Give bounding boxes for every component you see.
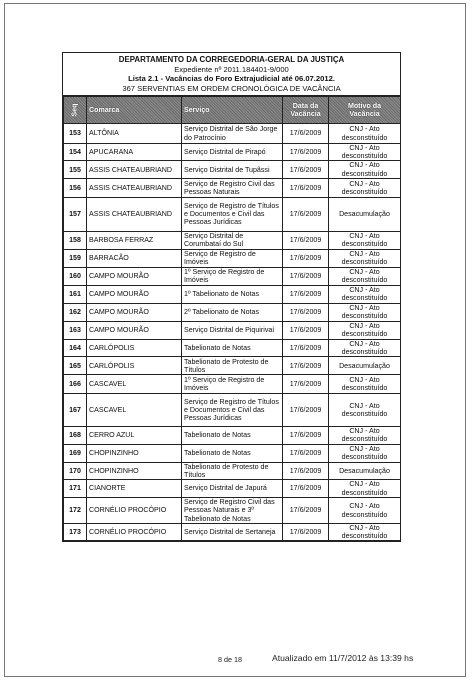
cell-comarca: CORNÉLIO PROCÓPIO (87, 524, 182, 541)
cell-motivo: CNJ - Ato desconstituído (329, 524, 401, 541)
cell-servico: Serviço Distrital de Sertaneja (182, 524, 283, 541)
cell-comarca: CHOPINZINHO (87, 444, 182, 462)
cell-seq: 165 (64, 357, 87, 375)
table-row (64, 462, 401, 479)
table-row (64, 197, 401, 231)
cell-motivo: CNJ - Ato desconstituído (329, 124, 401, 144)
cell-comarca: CASCAVEL (87, 394, 182, 427)
cell-data: 17/6/2009 (283, 339, 329, 356)
cell-seq: 168 (64, 427, 87, 444)
cell-motivo: CNJ - Ato desconstituído (329, 394, 401, 427)
cell-servico: Serviço Distrital de Corumbataí do Sul (182, 231, 283, 249)
cell-motivo: CNJ - Ato desconstituído (329, 267, 401, 285)
cell-seq: 153 (64, 124, 87, 144)
list-subtitle: 367 SERVENTIAS EM ORDEM CRONOLÓGICA DE VACÂNCIA (122, 83, 341, 93)
cell-seq: 158 (64, 231, 87, 249)
table-row (64, 161, 401, 178)
cell-servico: 1º Serviço de Registro de Imóveis (182, 375, 283, 394)
document-table-box (62, 52, 401, 542)
table-row (64, 285, 401, 303)
cell-motivo: CNJ - Ato desconstituído (329, 498, 401, 524)
cell-seq: 164 (64, 339, 87, 356)
cell-motivo: Desacumulação (329, 197, 401, 231)
cell-comarca: CAMPO MOURÃO (87, 321, 182, 339)
cell-comarca: CAMPO MOURÃO (87, 303, 182, 321)
cell-motivo: CNJ - Ato desconstituído (329, 339, 401, 356)
table-row (64, 394, 401, 427)
cell-comarca: CAMPO MOURÃO (87, 285, 182, 303)
cell-data: 17/6/2009 (283, 249, 329, 267)
cell-servico: Serviço Distrital de São Jorge do Patrocínio (182, 124, 283, 144)
cell-data: 17/6/2009 (283, 161, 329, 178)
cell-data: 17/6/2009 (283, 462, 329, 479)
cell-motivo: CNJ - Ato desconstituído (329, 321, 401, 339)
cell-data: 17/6/2009 (283, 498, 329, 524)
cell-seq: 171 (64, 480, 87, 498)
cell-motivo: CNJ - Ato desconstituído (329, 444, 401, 462)
cell-servico: Tabelionato de Notas (182, 339, 283, 356)
cell-motivo: CNJ - Ato desconstituído (329, 375, 401, 394)
cell-servico: Serviço de Registro de Imóveis (182, 249, 283, 267)
table-row (64, 178, 401, 197)
cell-data: 17/6/2009 (283, 357, 329, 375)
cell-comarca: ALTÔNIA (87, 124, 182, 144)
cell-motivo: CNJ - Ato desconstituído (329, 427, 401, 444)
cell-data: 17/6/2009 (283, 285, 329, 303)
table-row (64, 267, 401, 285)
cell-seq: 162 (64, 303, 87, 321)
cell-motivo: Desacumulação (329, 357, 401, 375)
cell-seq: 157 (64, 197, 87, 231)
cell-comarca: ASSIS CHATEAUBRIAND (87, 161, 182, 178)
cell-motivo: Desacumulação (329, 462, 401, 479)
document-title: DEPARTAMENTO DA CORREGEDORIA-GERAL DA JUSTIÇA (118, 55, 345, 64)
table-row (64, 524, 401, 541)
cell-seq: 154 (64, 144, 87, 161)
table-row (64, 375, 401, 394)
cell-seq: 170 (64, 462, 87, 479)
cell-comarca: CARLÓPOLIS (87, 339, 182, 356)
cell-comarca: APUCARANA (87, 144, 182, 161)
cell-servico: Serviço de Registro Civil das Pessoas Naturais e 3º Tabelionato de Notas (182, 498, 283, 524)
cell-motivo: CNJ - Ato desconstituído (329, 303, 401, 321)
cell-seq: 169 (64, 444, 87, 462)
cell-data: 17/6/2009 (283, 197, 329, 231)
cell-data: 17/6/2009 (283, 231, 329, 249)
cell-servico: Serviço de Registro de Títulos e Documentos e Civil das Pessoas Jurídicas (182, 394, 283, 427)
cell-servico: Tabelionato de Protesto de Títulos (182, 462, 283, 479)
column-header-comarca: Comarca (87, 97, 182, 124)
cell-seq: 155 (64, 161, 87, 178)
updated-timestamp: Atualizado em 11/7/2012 às 13:39 hs (272, 653, 414, 663)
cell-servico: 2º Tabelionato de Notas (182, 303, 283, 321)
cell-motivo: CNJ - Ato desconstituído (329, 249, 401, 267)
table-row (64, 357, 401, 375)
cell-data: 17/6/2009 (283, 394, 329, 427)
cell-motivo: CNJ - Ato desconstituído (329, 231, 401, 249)
cell-motivo: CNJ - Ato desconstituído (329, 285, 401, 303)
cell-data: 17/6/2009 (283, 144, 329, 161)
column-header-motivo: Motivo da Vacância (329, 97, 401, 124)
cell-seq: 173 (64, 524, 87, 541)
cell-comarca: CAMPO MOURÃO (87, 267, 182, 285)
table-row (64, 498, 401, 524)
cell-seq: 161 (64, 285, 87, 303)
column-header-seq: Seq (64, 97, 87, 124)
cell-motivo: CNJ - Ato desconstituído (329, 178, 401, 197)
vacancies-table (63, 96, 401, 541)
cell-data: 17/6/2009 (283, 178, 329, 197)
table-row (64, 303, 401, 321)
cell-seq: 167 (64, 394, 87, 427)
cell-servico: Tabelionato de Notas (182, 427, 283, 444)
table-row (64, 427, 401, 444)
cell-motivo: CNJ - Ato desconstituído (329, 161, 401, 178)
table-row (64, 124, 401, 144)
cell-seq: 159 (64, 249, 87, 267)
cell-comarca: ASSIS CHATEAUBRIAND (87, 178, 182, 197)
cell-data: 17/6/2009 (283, 303, 329, 321)
cell-seq: 166 (64, 375, 87, 394)
cell-data: 17/6/2009 (283, 375, 329, 394)
cell-seq: 160 (64, 267, 87, 285)
cell-servico: 1º Tabelionato de Notas (182, 285, 283, 303)
table-row (64, 339, 401, 356)
table-row (64, 480, 401, 498)
cell-comarca: CIANORTE (87, 480, 182, 498)
cell-comarca: BARRACÃO (87, 249, 182, 267)
cell-servico: Tabelionato de Protesto de Títulos (182, 357, 283, 375)
document-header (63, 53, 400, 96)
cell-seq: 163 (64, 321, 87, 339)
list-title: Lista 2.1 - Vacâncias do Foro Extrajudicial até 06.07.2012. (128, 74, 335, 83)
cell-data: 17/6/2009 (283, 427, 329, 444)
table-row (64, 321, 401, 339)
cell-comarca: CASCAVEL (87, 375, 182, 394)
cell-comarca: CARLÓPOLIS (87, 357, 182, 375)
table-row (64, 444, 401, 462)
cell-motivo: CNJ - Ato desconstituído (329, 144, 401, 161)
cell-seq: 156 (64, 178, 87, 197)
cell-comarca: CERRO AZUL (87, 427, 182, 444)
expediente-line: Expediente nº 2011.184401-9/000 (174, 64, 289, 74)
cell-comarca: BARBOSA FERRAZ (87, 231, 182, 249)
cell-comarca: CORNÉLIO PROCÓPIO (87, 498, 182, 524)
cell-data: 17/6/2009 (283, 524, 329, 541)
cell-servico: Serviço Distrital de Pirapó (182, 144, 283, 161)
cell-servico: Serviço Distrital de Piquirivaí (182, 321, 283, 339)
cell-data: 17/6/2009 (283, 124, 329, 144)
cell-servico: Serviço de Registro Civil das Pessoas Naturais (182, 178, 283, 197)
cell-data: 17/6/2009 (283, 267, 329, 285)
column-header-data: Data da Vacância (283, 97, 329, 124)
cell-motivo: CNJ - Ato desconstituído (329, 480, 401, 498)
table-row (64, 249, 401, 267)
table-header-row (64, 97, 401, 124)
cell-data: 17/6/2009 (283, 444, 329, 462)
cell-servico: Tabelionato de Notas (182, 444, 283, 462)
cell-data: 17/6/2009 (283, 480, 329, 498)
cell-servico: Serviço Distrital de Tupãssi (182, 161, 283, 178)
cell-seq: 172 (64, 498, 87, 524)
table-row (64, 144, 401, 161)
cell-comarca: ASSIS CHATEAUBRIAND (87, 197, 182, 231)
page-number: 8 de 18 (218, 655, 242, 664)
cell-servico: Serviço de Registro de Títulos e Documentos e Civil das Pessoas Jurídicas (182, 197, 283, 231)
cell-comarca: CHOPINZINHO (87, 462, 182, 479)
cell-servico: 1º Serviço de Registro de Imóveis (182, 267, 283, 285)
table-row (64, 231, 401, 249)
cell-data: 17/6/2009 (283, 321, 329, 339)
column-header-servico: Serviço (182, 97, 283, 124)
cell-servico: Serviço Distrital de Japurá (182, 480, 283, 498)
